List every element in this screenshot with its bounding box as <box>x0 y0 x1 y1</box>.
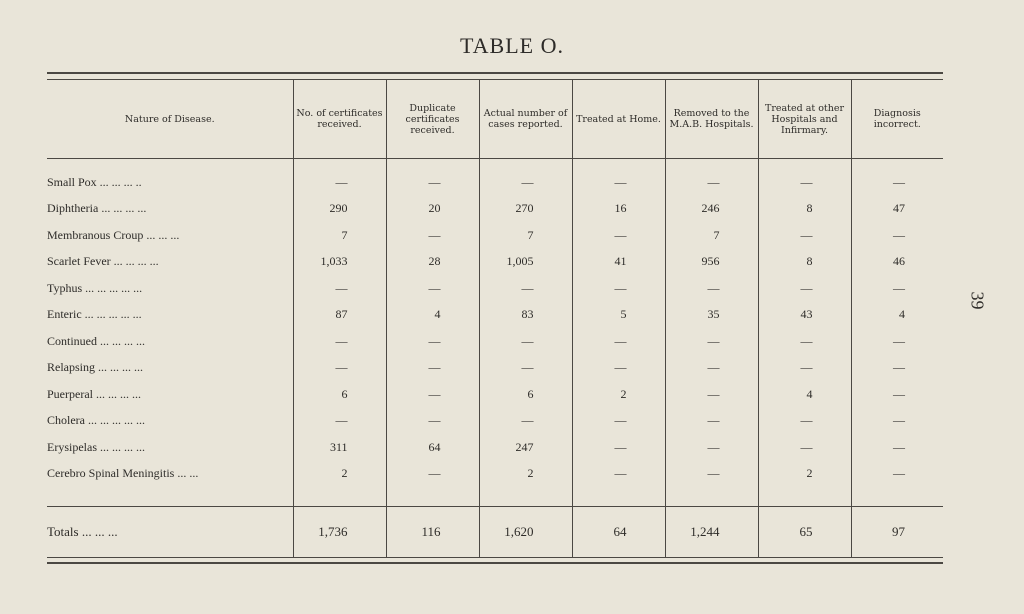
table-row <box>47 381 943 408</box>
spacer-cell <box>851 487 943 507</box>
spacer-cell <box>758 159 851 170</box>
table-cell: — <box>851 381 943 408</box>
table-cell: 5 <box>572 302 665 329</box>
totals-row <box>47 507 943 558</box>
table-cell: — <box>386 169 479 196</box>
disease-name: Typhus ... ... ... ... ... <box>47 280 143 295</box>
table-spacer <box>47 487 943 507</box>
table-cell: 6 <box>293 381 386 408</box>
table-cell: — <box>572 222 665 249</box>
table-row <box>47 275 943 302</box>
totals-cell: 65 <box>758 507 851 558</box>
table-cell: 64 <box>386 434 479 461</box>
spacer-cell <box>386 487 479 507</box>
table-cell: — <box>851 275 943 302</box>
disease-name: Enteric ... ... ... ... ... <box>47 307 142 322</box>
table-cell: — <box>386 461 479 488</box>
table-cell: 87 <box>293 302 386 329</box>
table-cell: — <box>758 434 851 461</box>
table-row <box>47 169 943 196</box>
table-cell: 4 <box>758 381 851 408</box>
spacer-cell <box>47 487 293 507</box>
table-row <box>47 249 943 276</box>
column-header-treated-at-home: Treated at Home. <box>572 80 665 159</box>
column-header-diagnosis-incorrect: Diagnosis incorrect. <box>851 80 943 159</box>
table-row <box>47 355 943 382</box>
table-cell: 7 <box>665 222 758 249</box>
table-cell: — <box>665 461 758 488</box>
table-row <box>47 461 943 488</box>
table-cell: — <box>665 355 758 382</box>
spacer-cell <box>758 487 851 507</box>
spacer-cell <box>572 159 665 170</box>
table-cell: 6 <box>479 381 572 408</box>
table-cell: — <box>572 355 665 382</box>
table-cell: 2 <box>758 461 851 488</box>
table-cell: — <box>572 169 665 196</box>
table-cell: 1,005 <box>479 249 572 276</box>
table-cell: 16 <box>572 196 665 223</box>
disease-name: Scarlet Fever ... ... ... ... <box>47 254 159 269</box>
disease-name: Relapsing ... ... ... ... <box>47 360 143 375</box>
table-cell: — <box>386 355 479 382</box>
totals-cell: 1,736 <box>293 507 386 558</box>
table-cell: — <box>386 275 479 302</box>
table-cell: 20 <box>386 196 479 223</box>
table-cell: 290 <box>293 196 386 223</box>
table-cell: — <box>665 408 758 435</box>
disease-table <box>47 72 943 564</box>
table-cell: 28 <box>386 249 479 276</box>
table-cell: — <box>293 275 386 302</box>
table-cell: 1,033 <box>293 249 386 276</box>
table-cell: — <box>758 275 851 302</box>
table-cell: — <box>572 328 665 355</box>
disease-name: Continued ... ... ... ... <box>47 333 145 348</box>
table-cell: — <box>479 408 572 435</box>
table-row <box>47 302 943 329</box>
table-cell: — <box>758 222 851 249</box>
table-spacer <box>47 159 943 170</box>
spacer-cell <box>572 487 665 507</box>
table-cell: — <box>758 355 851 382</box>
disease-name: Membranous Croup ... ... ... <box>47 227 180 242</box>
table-row <box>47 408 943 435</box>
disease-name: Erysipelas ... ... ... ... <box>47 439 145 454</box>
table-cell: — <box>572 434 665 461</box>
table-cell: 43 <box>758 302 851 329</box>
table-cell: — <box>293 408 386 435</box>
table-cell: — <box>665 275 758 302</box>
table-cell: 270 <box>479 196 572 223</box>
table-cell: — <box>479 275 572 302</box>
page-title: TABLE O. <box>459 33 564 58</box>
table-cell: 2 <box>572 381 665 408</box>
table-cell: — <box>851 408 943 435</box>
table-cell: 7 <box>293 222 386 249</box>
disease-name: Puerperal ... ... ... ... <box>47 386 141 401</box>
column-header-removed-to-mab-hospitals: Removed to the M.A.B. Hospitals. <box>665 80 758 159</box>
totals-cell: 1,620 <box>479 507 572 558</box>
table-cell: — <box>851 355 943 382</box>
table-cell: — <box>572 275 665 302</box>
disease-name: Small Pox ... ... ... .. <box>47 174 142 189</box>
table-cell: — <box>665 328 758 355</box>
table-cell: — <box>293 355 386 382</box>
table-cell: 4 <box>386 302 479 329</box>
totals-cell: 116 <box>386 507 479 558</box>
table-cell: 47 <box>851 196 943 223</box>
spacer-cell <box>293 159 386 170</box>
page-number: 39 <box>967 291 988 310</box>
table-cell: — <box>851 461 943 488</box>
table-cell: — <box>758 169 851 196</box>
table-cell: 311 <box>293 434 386 461</box>
totals-cell: 1,244 <box>665 507 758 558</box>
table-cell: 4 <box>851 302 943 329</box>
table-cell: — <box>386 222 479 249</box>
table-cell: — <box>665 434 758 461</box>
table-cell: — <box>386 328 479 355</box>
table-cell: 8 <box>758 249 851 276</box>
table-cell: — <box>293 328 386 355</box>
table-cell: — <box>851 434 943 461</box>
table-row <box>47 196 943 223</box>
totals-cell: 97 <box>851 507 943 558</box>
column-header-other-hospitals: Treated at other Hospitals and Infirmary. <box>758 80 851 159</box>
table-cell: 2 <box>293 461 386 488</box>
column-header-actual-cases-reported: Actual number of cases reported. <box>479 80 572 159</box>
table-cell: — <box>479 355 572 382</box>
table-cell: 2 <box>479 461 572 488</box>
table-cell: — <box>293 169 386 196</box>
table-cell: — <box>386 408 479 435</box>
totals-label: Totals ... ... ... <box>47 524 118 539</box>
spacer-cell <box>293 487 386 507</box>
column-header-nature-of-disease: Nature of Disease. <box>47 80 293 159</box>
totals-cell: 64 <box>572 507 665 558</box>
spacer-cell <box>665 159 758 170</box>
table-row <box>47 434 943 461</box>
table-cell: — <box>479 169 572 196</box>
table-cell: 46 <box>851 249 943 276</box>
table-cell: — <box>665 381 758 408</box>
disease-name: Cholera ... ... ... ... ... <box>47 413 145 428</box>
table-cell: 8 <box>758 196 851 223</box>
table-cell: 41 <box>572 249 665 276</box>
table-cell: 956 <box>665 249 758 276</box>
table-cell: — <box>572 408 665 435</box>
disease-name: Cerebro Spinal Meningitis ... ... <box>47 466 199 481</box>
spacer-cell <box>851 159 943 170</box>
table-cell: 247 <box>479 434 572 461</box>
table-cell: 35 <box>665 302 758 329</box>
table-cell: — <box>851 169 943 196</box>
table-cell: 246 <box>665 196 758 223</box>
table-cell: — <box>851 222 943 249</box>
spacer-cell <box>386 159 479 170</box>
table-bottom-rule <box>47 558 943 564</box>
table-row <box>47 328 943 355</box>
table-cell: — <box>479 328 572 355</box>
spacer-cell <box>479 487 572 507</box>
table-cell: — <box>665 169 758 196</box>
table-cell: — <box>758 408 851 435</box>
spacer-cell <box>665 487 758 507</box>
disease-name: Diphtheria ... ... ... ... <box>47 201 147 216</box>
column-header-certificates-received: No. of certificates received. <box>293 80 386 159</box>
table-row <box>47 222 943 249</box>
table-cell: 83 <box>479 302 572 329</box>
spacer-cell <box>479 159 572 170</box>
bottom-rule-cell <box>47 558 943 564</box>
table-cell: — <box>572 461 665 488</box>
table-cell: 7 <box>479 222 572 249</box>
spacer-cell <box>47 159 293 170</box>
table-cell: — <box>386 381 479 408</box>
column-header-duplicate-certificates: Duplicate certificates received. <box>386 80 479 159</box>
table-cell: — <box>758 328 851 355</box>
table-cell: — <box>851 328 943 355</box>
table-header-row <box>47 80 943 159</box>
